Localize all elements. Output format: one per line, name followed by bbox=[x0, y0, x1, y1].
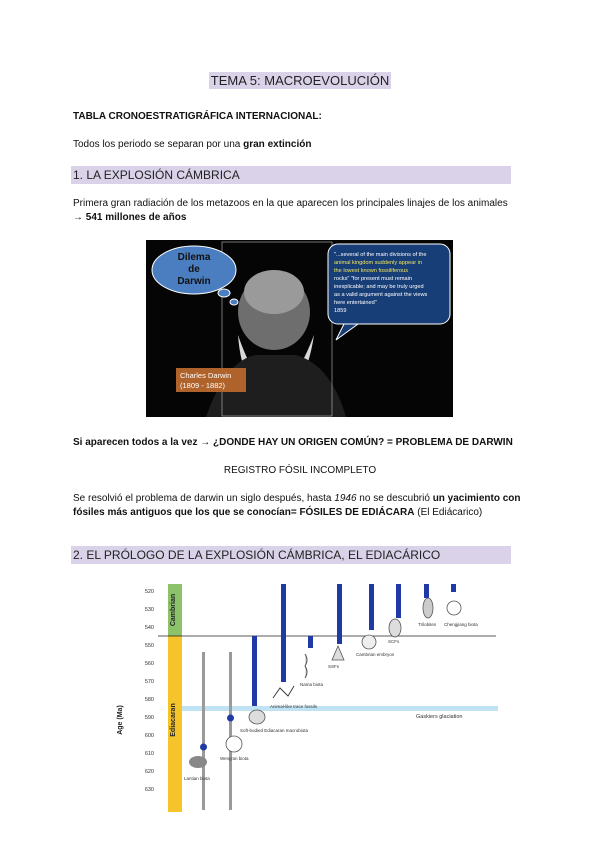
scfs-fossil-icon bbox=[389, 619, 401, 637]
page-title: TEMA 5: MACROEVOLUCIÓN bbox=[210, 73, 390, 88]
quote-line-1: "...several of the main divisions of the bbox=[334, 252, 427, 258]
bubble-line-1: Dilema bbox=[177, 252, 211, 263]
scfs-range-bar bbox=[396, 584, 401, 618]
darwin-name: Charles Darwin bbox=[180, 371, 232, 380]
periodos-text: Todos los periodo se separan por una gran extinción bbox=[73, 139, 312, 150]
tick-540: 540 bbox=[144, 625, 154, 631]
quote-line-5: inexplicable; and may be truly urged bbox=[334, 284, 424, 290]
trace-fossils-range-bar bbox=[281, 584, 286, 682]
darwin-years: (1809 - 1882) bbox=[180, 381, 226, 390]
trilobites-range-bar bbox=[424, 584, 429, 598]
label-soft-bodied: Soft-bodied Ediacaran macrobiota bbox=[240, 728, 309, 733]
trilobite-icon bbox=[423, 598, 433, 618]
trace-fossil-icon bbox=[273, 686, 294, 698]
section2-heading: 2. EL PRÓLOGO DE LA EXPLOSIÓN CÁMBRICA, EL EDIACÁRICO bbox=[71, 546, 511, 564]
wengan-dot bbox=[227, 715, 234, 722]
quote-line-7: here entertained" bbox=[334, 300, 377, 306]
lantian-dot bbox=[200, 744, 207, 751]
ediacaran-timeline-figure bbox=[110, 580, 500, 815]
ssfs-range-bar bbox=[337, 584, 342, 644]
label-embryos: Cambrian embryos bbox=[356, 652, 395, 657]
problema-darwin: Si aparecen todos a la vez → ¿DONDE HAY UN ORIGEN COMÚN? = PROBLEMA DE DARWIN bbox=[73, 437, 513, 448]
y-axis-label: Age (Ma) bbox=[117, 705, 124, 735]
thought-dot-1 bbox=[218, 289, 230, 297]
darwin-illustration bbox=[146, 240, 453, 417]
label-scfs: SCFs bbox=[388, 639, 400, 644]
embryos-range-bar bbox=[369, 584, 374, 630]
section1-heading: 1. LA EXPLOSIÓN CÁMBRICA bbox=[71, 166, 511, 184]
darwin-dilemma-image bbox=[146, 240, 453, 417]
label-chengjiang: Chengjiang biota bbox=[444, 622, 478, 627]
chengjiang-icon bbox=[447, 601, 461, 615]
cambrian-label: Cambrian bbox=[170, 593, 177, 627]
quote-line-3: the lowest known fossiliferous bbox=[334, 268, 408, 274]
section1-line2: → 541 millones de años bbox=[73, 212, 187, 223]
resolvio-text: Se resolvió el problema de darwin un siglo después, hasta 1946 no se descubrió un yacimiento con fósiles más antiguos que los que se conocían= FÓSILES DE EDIÁCARA (El Ediácarico) bbox=[73, 493, 521, 518]
label-ssfs: SSFs bbox=[328, 664, 340, 669]
gaskiers-label: Gaskiers glaciation bbox=[416, 714, 463, 720]
quote-tail bbox=[336, 324, 358, 340]
tick-630: 630 bbox=[144, 787, 154, 793]
ssfs-fossil-icon bbox=[332, 646, 344, 660]
soft-bodied-fossil-icon bbox=[249, 710, 265, 724]
label-trilobites: Trilobites bbox=[418, 622, 437, 627]
bubble-line-2: de bbox=[188, 264, 200, 275]
lantian-range-bar bbox=[202, 652, 205, 810]
tick-580: 580 bbox=[144, 697, 154, 703]
soft-bodied-range-bar bbox=[252, 636, 257, 706]
quote-line-2: animal kingdom suddenly appear in bbox=[334, 260, 423, 266]
section1-line1: Primera gran radiación de los metazoos en la que aparecen los principales linajes de los animales bbox=[73, 198, 508, 209]
darwin-forehead bbox=[244, 270, 304, 314]
ediacaran-label: Ediacaran bbox=[170, 703, 177, 737]
quote-year: 1859 bbox=[334, 308, 347, 314]
tick-560: 560 bbox=[144, 661, 154, 667]
tick-520: 520 bbox=[144, 589, 154, 595]
quote-line-6: as a valid argument against the views bbox=[334, 292, 428, 298]
chengjiang-range-bar bbox=[451, 584, 456, 592]
registro-fosil: REGISTRO FÓSIL INCOMPLETO bbox=[223, 465, 377, 476]
tick-550: 550 bbox=[144, 643, 154, 649]
wengan-embryo-icon bbox=[226, 736, 242, 752]
tick-600: 600 bbox=[144, 733, 154, 739]
bubble-line-3: Darwin bbox=[177, 276, 211, 287]
label-nama: Nama biota bbox=[300, 682, 324, 687]
embryo-fossil-icon bbox=[362, 635, 376, 649]
wengan-range-bar bbox=[229, 652, 232, 810]
tick-570: 570 bbox=[144, 679, 154, 685]
tick-620: 620 bbox=[144, 769, 154, 775]
label-trace-fossils: Animal-like trace fossils bbox=[270, 704, 318, 709]
nama-fossil-icon bbox=[305, 654, 307, 678]
label-lantian: Lantian biota bbox=[184, 776, 210, 781]
nama-range-bar bbox=[308, 636, 313, 648]
label-wengan: Weng'an biota bbox=[220, 756, 249, 761]
tick-610: 610 bbox=[144, 751, 154, 757]
tick-530: 530 bbox=[144, 607, 154, 613]
lantian-fossil-icon bbox=[189, 756, 207, 768]
tabla-heading: TABLA CRONOESTRATIGRÁFICA INTERNACIONAL: bbox=[73, 111, 322, 122]
thought-dot-2 bbox=[230, 299, 238, 305]
tick-590: 590 bbox=[144, 715, 154, 721]
quote-line-4: rocks" "for present must remain bbox=[334, 276, 412, 282]
